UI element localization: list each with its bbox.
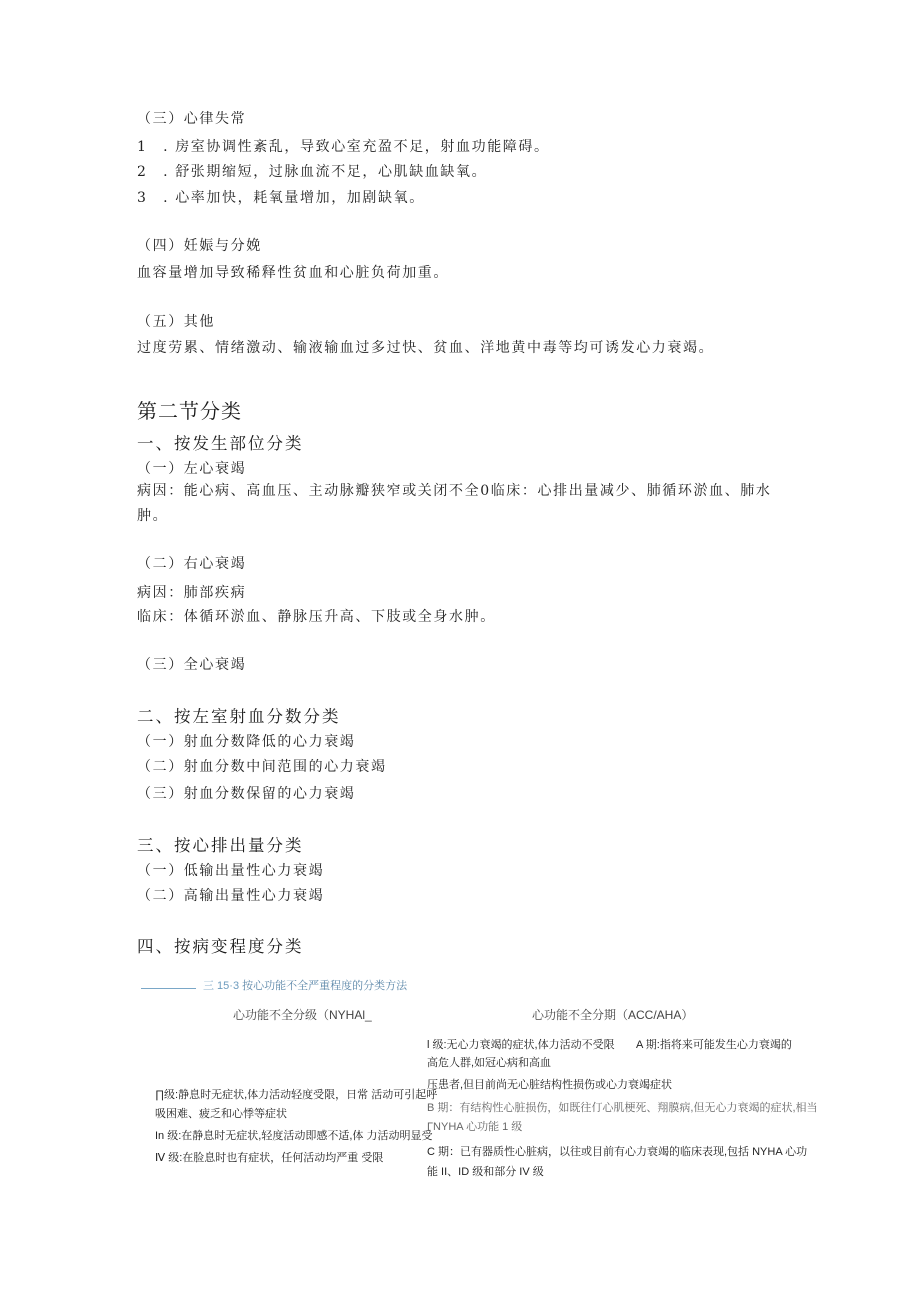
- caption-rule: [141, 988, 196, 989]
- section5-title: （五）其他: [137, 314, 215, 330]
- part3-title: 三、按心排出量分类: [137, 836, 304, 855]
- full-hf-title: （三）全心衰竭: [137, 657, 247, 673]
- stage-b-line1: B 期：有结构性心脏损伤，如既往仃心肌梗死、翔膜病,但无心力衰竭的症状,相当: [427, 1102, 818, 1114]
- chapter-title: 第二节分类: [137, 399, 242, 423]
- part3-item-1: （一）低输出量性心力衰竭: [137, 863, 325, 879]
- section3-item-2: 2 . 舒张期缩短，过脉血流不足，心肌缺血缺氧。: [137, 164, 488, 180]
- section3-item-1: 1 . 房室协调性紊乱，导致心室充盈不足，射血功能障碍。: [137, 139, 550, 155]
- right-hf-clinical: 临床：体循环淤血、静脉压升高、下肢或全身水肿。: [137, 609, 496, 625]
- left-hf-title: （一）左心衰竭: [137, 461, 247, 477]
- table-caption: [203, 977, 407, 993]
- nyha-class-3: In 级:在静息时无症状,轻度活动即感不适,体 力活动明显受: [155, 1130, 433, 1142]
- stage-a-line2: 高危人群,如冠心病和高血: [427, 1057, 552, 1069]
- part4-title: 四、按病变程度分类: [137, 937, 304, 956]
- stage-b-line2: ΓNYHA 心功能 1 级: [427, 1121, 523, 1133]
- table-caption-text: 按心功能不全严重程度的分类方法: [242, 980, 408, 992]
- section5-text: 过度劳累、情绪激动、输液输血过多过快、贫血、洋地黄中毒等均可诱发心力衰竭。: [137, 340, 715, 356]
- part3-item-2: （二）高输出量性心力衰竭: [137, 888, 325, 904]
- acc-column-header: 心功能不全分期（ACC/AHA）: [532, 1008, 694, 1022]
- section4-text: 血容量增加导致稀释性贫血和心脏负荷加重。: [137, 265, 449, 281]
- nyha-class-2-line2: 吸困难、疲乏和心悸等症状: [155, 1108, 287, 1120]
- table-caption-number: 三 15·3: [203, 980, 240, 992]
- part1-title: 一、按发生部位分类: [137, 434, 304, 453]
- stage-c-line2: 能 II、ID 级和部分 IV 级: [427, 1166, 544, 1178]
- section4-title: （四）妊娠与分娩: [137, 238, 262, 254]
- section3-item-3: 3 . 心率加快，耗氧量增加，加剧缺氧。: [137, 190, 425, 206]
- part2-item-1: （一）射血分数降低的心力衰竭: [137, 734, 356, 750]
- section3-title: （三）心律失常: [137, 111, 247, 127]
- stage-a-line1: A 期:指将来可能发生心力衰竭的: [636, 1039, 792, 1051]
- stage-a-line3: 压患者,但目前尚无心脏结构性损伤或心力衰竭症状: [427, 1079, 673, 1091]
- nyha-class-2-line1: ∏级:静息时无症状,体力活动轻度受限，日常 活动可引起呼: [155, 1089, 438, 1101]
- nyha-class-1: l 级:无心力衰竭的症状,体力活动不受限: [427, 1039, 615, 1051]
- left-hf-text: 病因：能心病、高血压、主动脉瓣狭窄或关闭不全0临床：心排出量减少、肺循环淤血、肺水肿。: [137, 483, 772, 524]
- part2-item-3: （三）射血分数保留的心力衰竭: [137, 786, 356, 802]
- stage-c-line1: C 期：已有器质性心脏病，以往或目前有心力衰竭的临床表现,包括 NYHA 心功: [427, 1146, 808, 1158]
- nyha-column-header: 心功能不全分级（NYHAl_: [233, 1008, 372, 1022]
- part2-item-2: （二）射血分数中间范围的心力衰竭: [137, 759, 387, 775]
- part2-title: 二、按左室射血分数分类: [137, 707, 341, 726]
- right-hf-cause: 病因：肺部疾病: [137, 585, 247, 601]
- right-hf-title: （二）右心衰竭: [137, 556, 247, 572]
- nyha-class-4: Ⅳ 级:在脸息时也有症状，任何活动均严重 受限: [155, 1152, 384, 1164]
